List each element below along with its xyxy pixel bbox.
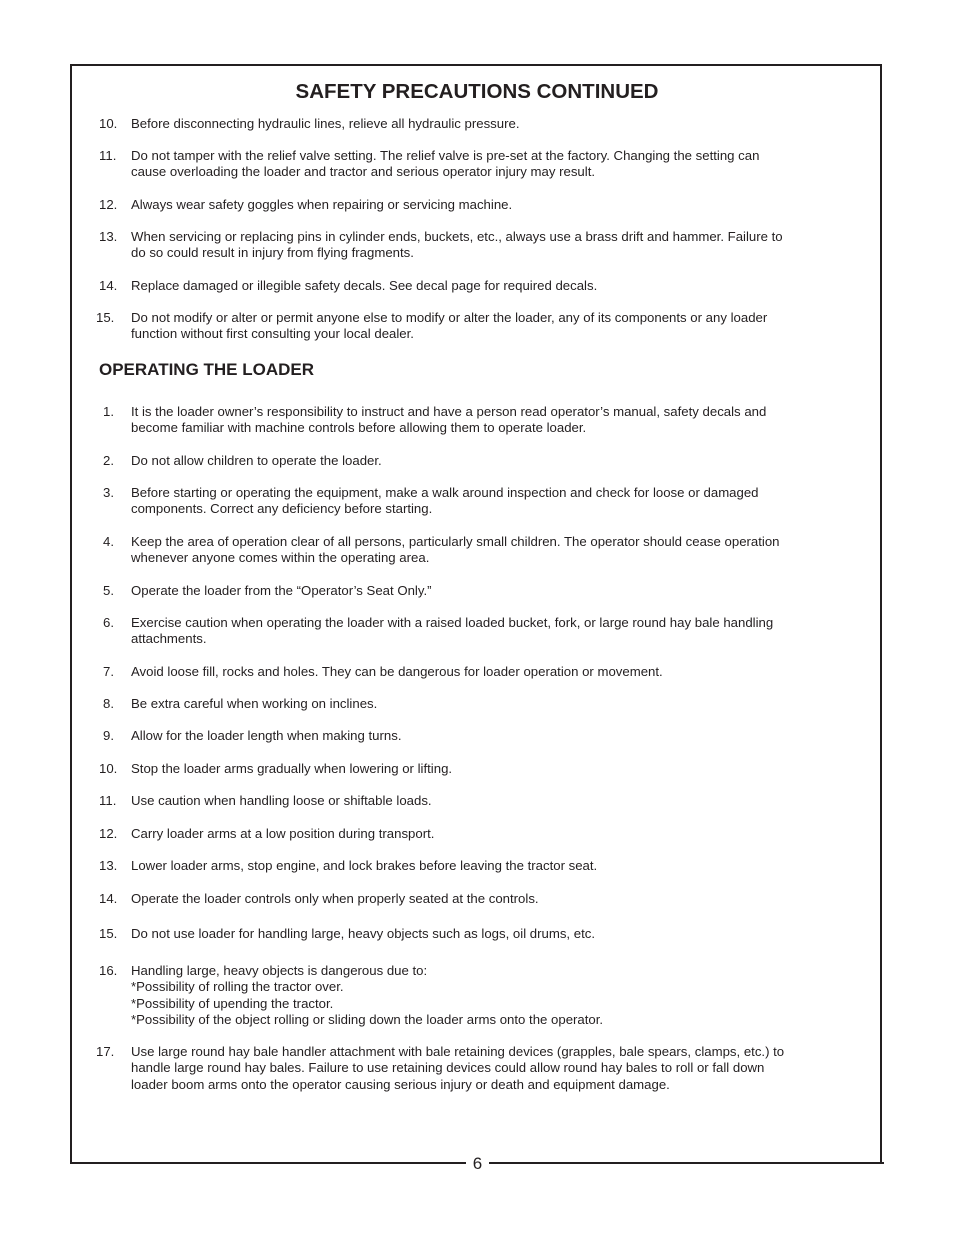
item-number: 10. [99, 116, 118, 131]
page-title: SAFETY PRECAUTIONS CONTINUED [295, 80, 659, 103]
item-line: components. Correct any deficiency before starting. [131, 501, 433, 517]
item-line: loader boom arms onto the operator causing serious injury or death and equipment damage. [131, 1076, 670, 1092]
item-line: *Possibility of upending the tractor. [131, 995, 334, 1011]
list-item [99, 761, 834, 777]
list-item [99, 615, 834, 648]
item-line: Handling large, heavy objects is dangerous due to: [131, 963, 428, 978]
item-line: Stop the loader arms gradually when lowering or lifting. [131, 761, 453, 776]
item-line: Operate the loader controls only when properly seated at the controls. [131, 891, 539, 906]
item-text [131, 583, 834, 599]
item-number: 6. [103, 615, 114, 630]
item-text [131, 793, 834, 809]
list-item [99, 404, 834, 437]
item-text [131, 728, 834, 744]
item-text [131, 615, 834, 648]
item-number: 8. [103, 696, 114, 711]
item-number: 7. [103, 664, 114, 679]
item-text [131, 664, 834, 680]
item-line: Replace damaged or illegible safety decals. See decal page for required decals. [131, 278, 598, 293]
item-number: 14. [99, 278, 118, 293]
item-number: 2. [103, 453, 114, 468]
item-number: 12. [99, 197, 118, 212]
item-text [131, 148, 834, 181]
item-line: attachments. [131, 631, 207, 647]
item-number: 11. [99, 148, 117, 163]
item-text [131, 963, 834, 1028]
item-line: function without first consulting your local dealer. [131, 326, 414, 342]
item-line: handle large round hay bales. Failure to use retaining devices could allow round hay bales to roll or fall down [131, 1060, 765, 1076]
item-line: Operate the loader from the “Operator’s Seat Only.” [131, 583, 432, 598]
item-line: cause overloading the loader and tractor and serious operator injury may result. [131, 164, 596, 180]
item-text [131, 826, 834, 842]
item-line: Before disconnecting hydraulic lines, relieve all hydraulic pressure. [131, 116, 520, 131]
item-number: 13. [99, 229, 118, 244]
item-text [131, 485, 834, 518]
item-line: Before starting or operating the equipment, make a walk around inspection and check for loose or damaged [131, 485, 759, 500]
item-text [131, 761, 834, 777]
list-item [99, 926, 834, 942]
item-line: Do not allow children to operate the loader. [131, 453, 382, 468]
item-number: 15. [96, 310, 115, 325]
item-text [131, 116, 834, 132]
item-line: Exercise caution when operating the loader with a raised loaded bucket, fork, or large round hay bale handling [131, 615, 774, 630]
item-line: Keep the area of operation clear of all persons, particularly small children. The operator should cease operation [131, 534, 780, 549]
bottom-rule-left [70, 1162, 466, 1164]
list-item [99, 229, 834, 262]
item-number: 15. [99, 926, 118, 941]
item-text [131, 278, 834, 294]
section-heading: OPERATING THE LOADER [99, 360, 315, 379]
item-text [131, 453, 834, 469]
item-line: When servicing or replacing pins in cylinder ends, buckets, etc., always use a brass drift and hammer. Failure to [131, 229, 783, 244]
item-line: Use caution when handling loose or shiftable loads. [131, 793, 432, 808]
list-item [99, 583, 834, 599]
item-line: *Possibility of rolling the tractor over. [131, 979, 344, 995]
item-text [131, 926, 834, 942]
item-number: 9. [103, 728, 114, 743]
item-line: Do not use loader for handling large, heavy objects such as logs, oil drums, etc. [131, 926, 596, 941]
list-item [99, 664, 834, 680]
item-number: 16. [99, 963, 118, 978]
item-line: Do not tamper with the relief valve setting. The relief valve is pre-set at the factory. Changing the setting can [131, 148, 760, 163]
item-line: Carry loader arms at a low position during transport. [131, 826, 435, 841]
list-item [99, 148, 834, 181]
item-line: It is the loader owner’s responsibility to instruct and have a person read operator’s manual, safety decals and [131, 404, 767, 419]
item-number: 17. [96, 1044, 115, 1059]
page-number: 6 [472, 1154, 483, 1173]
item-text [131, 696, 834, 712]
item-line: Lower loader arms, stop engine, and lock brakes before leaving the tractor seat. [131, 858, 598, 873]
item-number: 12. [99, 826, 118, 841]
list-item [99, 485, 834, 518]
item-line: Be extra careful when working on inclines. [131, 696, 378, 711]
item-number: 11. [99, 793, 117, 808]
item-number: 13. [99, 858, 118, 873]
item-text [131, 1044, 834, 1093]
list-item [99, 963, 834, 1028]
item-text [131, 858, 834, 874]
list-item [99, 793, 834, 809]
item-number: 1. [103, 404, 114, 419]
item-number: 10. [99, 761, 118, 776]
item-text [131, 229, 834, 262]
item-line: become familiar with machine controls before allowing them to operate loader. [131, 420, 587, 436]
item-line: Avoid loose fill, rocks and holes. They can be dangerous for loader operation or movement. [131, 664, 663, 679]
bottom-rule-right [489, 1162, 884, 1164]
item-text [131, 534, 834, 567]
list-item [99, 696, 834, 712]
list-item [99, 891, 834, 907]
list-item [99, 534, 834, 567]
item-number: 3. [103, 485, 114, 500]
list-item [96, 310, 834, 343]
list-item [99, 858, 834, 874]
item-text [131, 404, 834, 437]
item-number: 4. [103, 534, 114, 549]
item-line: Always wear safety goggles when repairing or servicing machine. [131, 197, 513, 212]
item-line: do so could result in injury from flying fragments. [131, 245, 414, 261]
item-text [131, 197, 834, 213]
item-text [131, 891, 834, 907]
item-text [131, 310, 834, 343]
list-item [99, 116, 834, 132]
list-item [96, 1044, 834, 1093]
list-item [99, 826, 834, 842]
list-item [99, 197, 834, 213]
item-number: 5. [103, 583, 114, 598]
item-line: *Possibility of the object rolling or sliding down the loader arms onto the operator. [131, 1011, 604, 1027]
item-line: whenever anyone comes within the operating area. [131, 550, 430, 566]
list-item [99, 278, 834, 294]
list-item [99, 728, 834, 744]
item-number: 14. [99, 891, 118, 906]
item-line: Use large round hay bale handler attachment with bale retaining devices (grapples, bale spears, clamps, etc.) to [131, 1044, 785, 1059]
list-item [99, 453, 834, 469]
item-line: Do not modify or alter or permit anyone else to modify or alter the loader, any of its components or any loader [131, 310, 768, 325]
item-line: Allow for the loader length when making turns. [131, 728, 402, 743]
